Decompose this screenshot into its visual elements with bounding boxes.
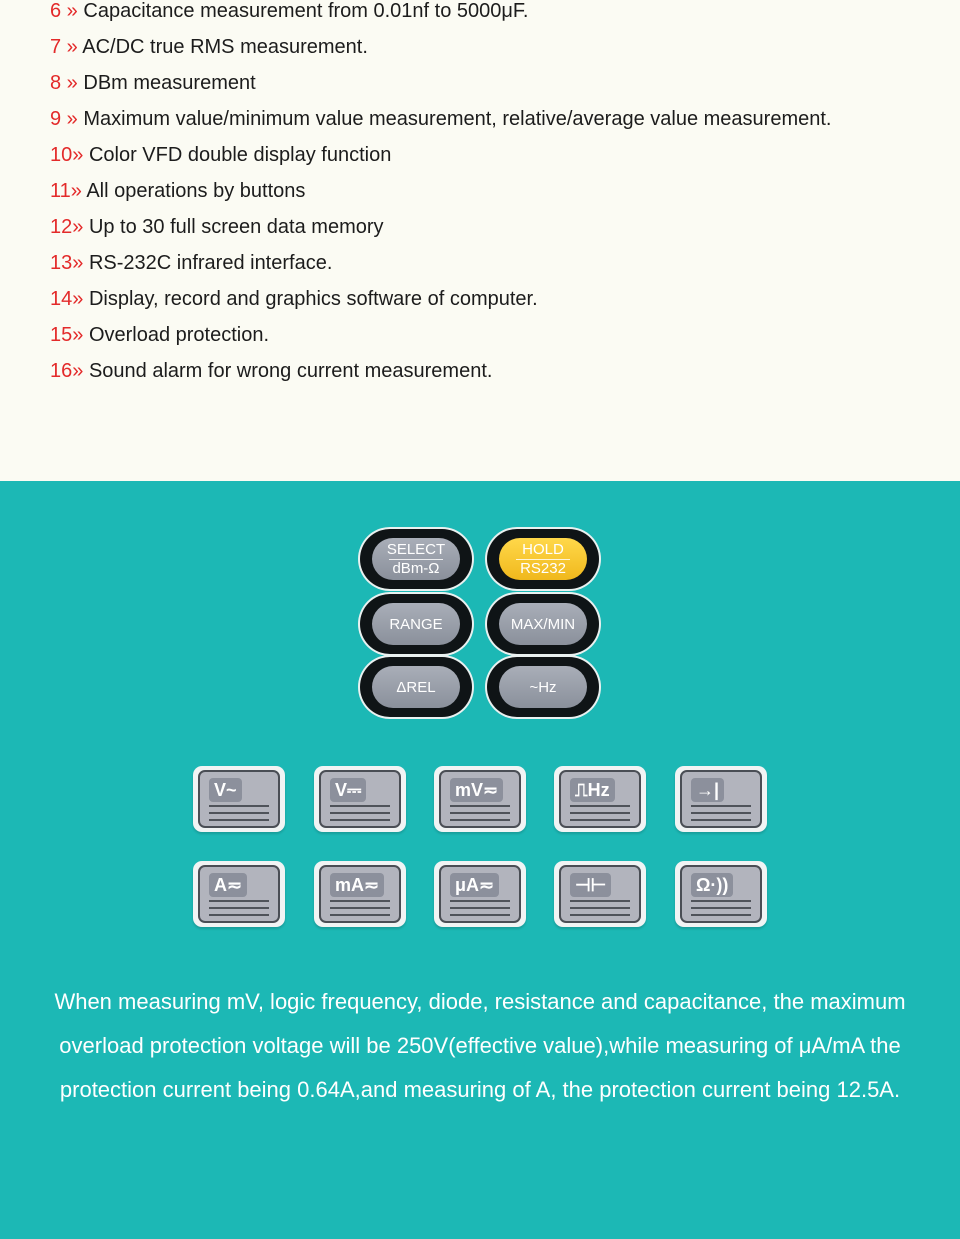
hold-button[interactable] <box>487 529 599 589</box>
feature-item <box>50 179 831 215</box>
key-label: mV≂ <box>450 778 503 802</box>
key-v-ac[interactable] <box>193 766 285 832</box>
key-v-dc[interactable] <box>314 766 406 832</box>
feature-number: 8 » <box>50 72 78 94</box>
range-button[interactable] <box>360 594 472 654</box>
ohm-continuity-icon: Ω·)) <box>691 873 733 897</box>
hz-label: ~Hz <box>529 678 557 696</box>
feature-number: 6 » <box>50 0 78 22</box>
feature-item <box>50 71 831 107</box>
feature-item <box>50 107 831 143</box>
range-label: RANGE <box>389 615 443 633</box>
feature-item <box>50 143 831 179</box>
feature-text: DBm measurement <box>83 72 256 94</box>
select-label: SELECT <box>386 541 446 558</box>
feature-number: 16» <box>50 360 84 382</box>
key-logic-hz[interactable] <box>554 766 646 832</box>
maxmin-label: MAX/MIN <box>510 615 576 633</box>
features-section <box>0 0 960 481</box>
key-label: V~ <box>209 778 242 802</box>
protection-note: When measuring mV, logic frequency, diode, resistance and capacitance, the maximum overload protection voltage will be 250V(effective value),while measuring of μA/mA the protection current being 0.64A,and measuring of A, the protection current being 12.5A. <box>54 989 906 1102</box>
key-label: V⎓ <box>330 778 366 802</box>
hold-label: HOLD <box>522 541 564 558</box>
feature-item <box>50 35 831 71</box>
feature-text: Up to 30 full screen data memory <box>88 216 384 238</box>
feature-text: Color VFD double display function <box>88 144 392 166</box>
feature-number: 12» <box>50 216 84 238</box>
capacitor-icon: ⊣⊢ <box>570 873 611 897</box>
key-label: ⎍Hz <box>570 778 615 802</box>
hz-button[interactable] <box>487 657 599 717</box>
key-ua[interactable] <box>434 861 526 927</box>
feature-item <box>50 323 831 359</box>
feature-text: Overload protection. <box>88 324 270 346</box>
feature-text: RS-232C infrared interface. <box>88 252 333 274</box>
feature-list <box>50 0 831 395</box>
key-label: A≂ <box>209 873 247 897</box>
feature-number: 13» <box>50 252 84 274</box>
feature-text: All operations by buttons <box>86 180 306 202</box>
feature-item <box>50 359 831 395</box>
maxmin-button[interactable] <box>487 594 599 654</box>
feature-item <box>50 287 831 323</box>
feature-item <box>50 0 831 35</box>
rel-label: ΔREL <box>396 678 436 696</box>
key-capacitance[interactable] <box>554 861 646 927</box>
feature-number: 14» <box>50 288 84 310</box>
key-ohm-continuity[interactable] <box>675 861 767 927</box>
feature-text: AC/DC true RMS measurement. <box>82 36 368 58</box>
buttons-section <box>0 481 960 1239</box>
feature-number: 15» <box>50 324 84 346</box>
feature-text: Maximum value/minimum value measurement, relative/average value measurement. <box>83 108 832 130</box>
key-label: μA≂ <box>450 873 499 897</box>
feature-text: Display, record and graphics software of computer. <box>88 288 538 310</box>
feature-number: 9 » <box>50 108 78 130</box>
feature-text: Capacitance measurement from 0.01nf to 5000μF. <box>83 0 529 22</box>
feature-item <box>50 215 831 251</box>
dbm-ohm-label: dBm-Ω <box>392 560 440 577</box>
key-a[interactable] <box>193 861 285 927</box>
key-ma[interactable] <box>314 861 406 927</box>
select-button[interactable] <box>360 529 472 589</box>
feature-number: 7 » <box>50 36 78 58</box>
key-label: mA≂ <box>330 873 384 897</box>
feature-number: 10» <box>50 144 84 166</box>
feature-number: 11» <box>50 180 82 202</box>
feature-text: Sound alarm for wrong current measurement. <box>88 360 493 382</box>
key-diode[interactable] <box>675 766 767 832</box>
rs232-label: RS232 <box>520 560 566 577</box>
key-mv[interactable] <box>434 766 526 832</box>
diode-icon: →| <box>691 778 724 802</box>
feature-item <box>50 251 831 287</box>
rel-button[interactable] <box>360 657 472 717</box>
